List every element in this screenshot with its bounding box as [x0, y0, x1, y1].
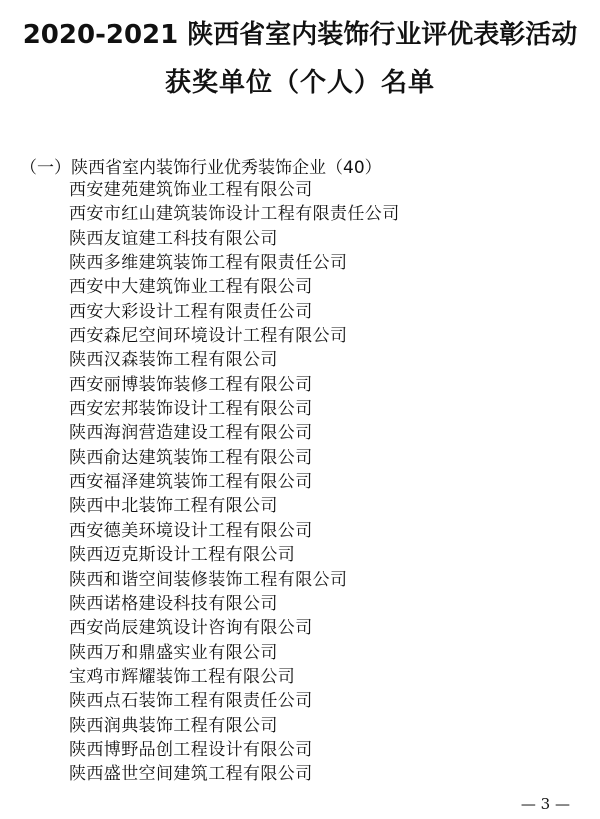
list-item: 陕西多维建筑装饰工程有限责任公司	[69, 253, 348, 274]
list-item: 西安尚辰建筑设计咨询有限公司	[69, 618, 313, 639]
list-item: 陕西友谊建工科技有限公司	[69, 228, 278, 249]
list-item: 陕西中北装饰工程有限公司	[69, 496, 278, 517]
list-item: 陕西诺格建设科技有限公司	[69, 593, 278, 614]
document-title-line-2: 获奖单位（个人）名单	[164, 68, 435, 98]
company-list	[69, 178, 400, 787]
list-item: 陕西润典装饰工程有限公司	[69, 715, 278, 736]
list-item: 宝鸡市辉耀装饰工程有限公司	[69, 666, 296, 687]
list-item: 陕西万和鼎盛实业有限公司	[69, 642, 278, 663]
list-item: 陕西汉森装饰工程有限公司	[69, 350, 278, 371]
list-item: 陕西盛世空间建筑工程有限公司	[69, 764, 313, 785]
list-item: 西安德美环境设计工程有限公司	[69, 520, 313, 541]
list-item: 西安建苑建筑饰业工程有限公司	[69, 180, 313, 200]
document-title-line-1: 2020-2021 陕西省室内装饰行业评优表彰活动	[22, 20, 578, 50]
list-item: 西安宏邦装饰设计工程有限公司	[69, 399, 313, 420]
list-item: 陕西和谐空间装修装饰工程有限公司	[69, 569, 348, 590]
list-item: 陕西迈克斯设计工程有限公司	[69, 545, 296, 566]
list-item: 陕西点石装饰工程有限责任公司	[69, 691, 313, 712]
list-item: 西安森尼空间环境设计工程有限公司	[69, 326, 348, 347]
list-item: 西安市红山建筑装饰设计工程有限责任公司	[69, 204, 400, 225]
list-item: 陕西俞达建筑装饰工程有限公司	[69, 447, 313, 468]
section-heading: （一）陕西省室内装饰行业优秀装饰企业（40）	[20, 158, 382, 178]
list-item: 西安大彩设计工程有限责任公司	[69, 301, 313, 322]
page-number: — 3 —	[520, 795, 570, 813]
list-item: 西安福泽建筑装饰工程有限公司	[69, 472, 313, 493]
list-item: 陕西博野品创工程设计有限公司	[69, 739, 313, 760]
list-item: 西安中大建筑饰业工程有限公司	[69, 277, 313, 298]
list-item: 陕西海润营造建设工程有限公司	[69, 423, 313, 444]
list-item: 西安丽博装饰装修工程有限公司	[69, 374, 313, 395]
